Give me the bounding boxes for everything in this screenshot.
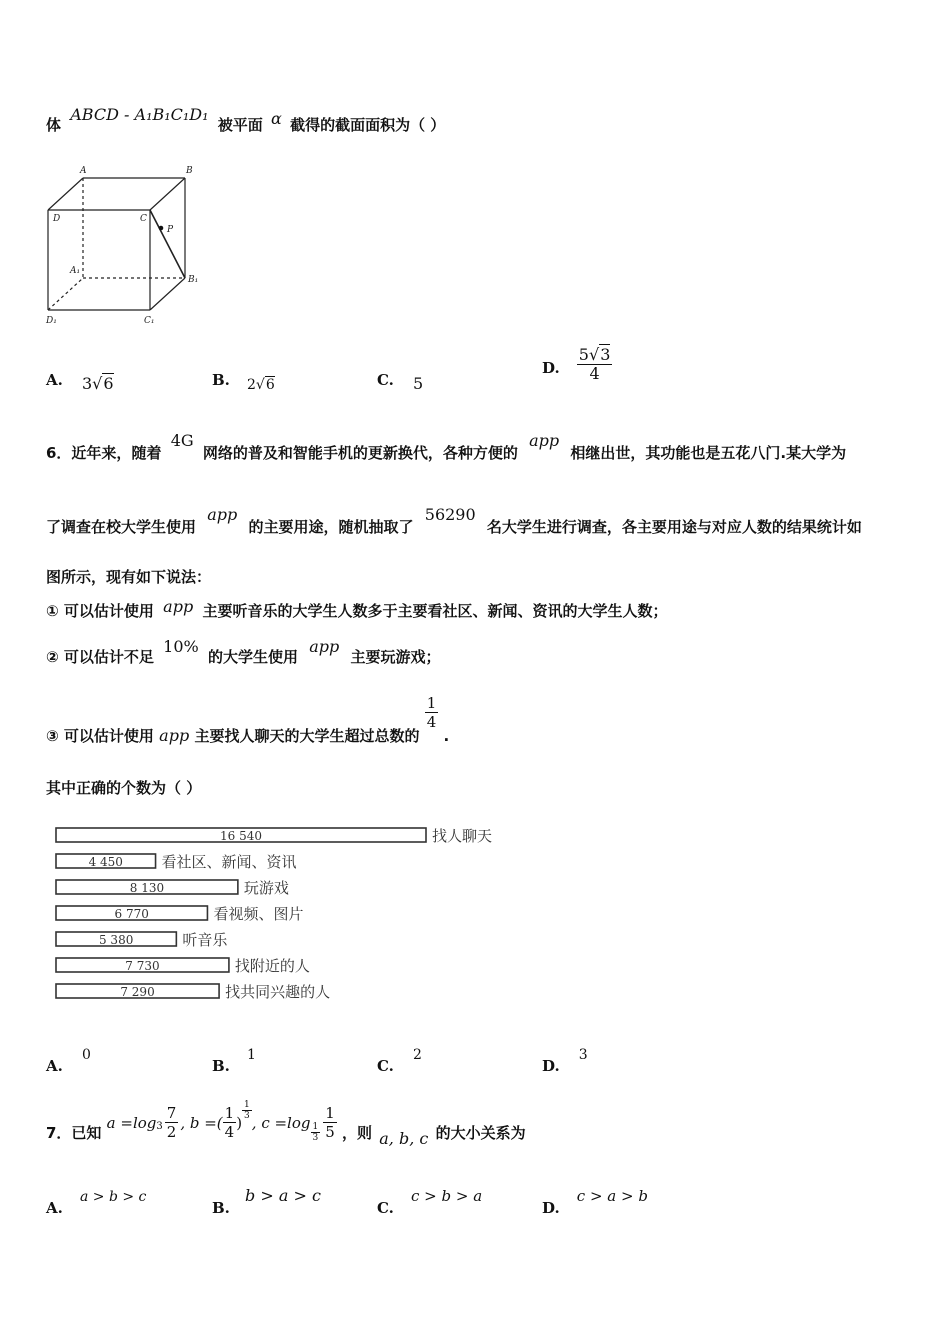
option-value: c > a > b [576,1187,648,1205]
expr-a-lhs: a =log [106,1113,157,1132]
q6-line-1 [46,431,847,463]
option-label: C. [377,371,394,389]
text: 名大学生进行调查，各主要用途与对应人数的结果统计如 [486,518,862,536]
coef: 2 [247,377,256,393]
usage-bar-chart [48,818,518,1018]
option-value: 3√6 [81,374,114,393]
option-value: 2 [413,1047,422,1063]
math-app: app [163,597,194,616]
option-value: c > b > a [411,1187,483,1205]
bar-value-label: 8 130 [129,881,165,895]
numerator: 1 [244,1100,250,1110]
option-value: b > a > c [245,1186,321,1205]
text: 的主要用途，随机抽取了 [248,518,414,536]
bar-value-label: 4 450 [88,855,123,869]
edge-da [48,178,83,210]
math-app: app [309,637,340,656]
math-abc: a, b, c [379,1128,429,1148]
math-4g: 4G [170,431,194,450]
option-value: 3 [578,1047,588,1063]
q6-option-c[interactable] [377,1047,422,1075]
expr-b-close: ) [236,1113,243,1132]
num-coef: 5 [578,345,589,364]
bar-category-label: 看视频、图片 [213,905,304,923]
q7-option-d[interactable] [542,1187,648,1217]
cube-figure [40,160,210,330]
bar-category-label: 看社区、新闻、资讯 [161,853,297,871]
text: 主要听音乐的大学生人数多于主要看社区、新闻、资讯的大学生人数； [202,602,668,620]
option-label: B. [212,1057,230,1075]
text: 的大小关系为 [435,1123,526,1142]
cube-label: C [140,214,147,224]
text: 的大学生使用 [207,648,298,666]
denominator: 3 [312,1133,319,1143]
cube-label: A [80,166,87,176]
q6-line-2 [46,505,862,537]
bar-value-label: 7 730 [125,959,160,973]
q6-statement-3 [46,694,450,745]
q6-option-b[interactable] [212,1047,256,1075]
q6-option-d[interactable] [542,1047,588,1075]
numerator: 1 [312,1122,319,1132]
text: ① 可以估计使用 [46,602,154,620]
denominator: 4 [589,364,600,383]
q5-suffix: 截得的截面面积为（ ） [290,116,446,134]
q6-question: 其中正确的个数为（ ） [46,779,202,797]
option-value-fraction: $\frac{5√3}{4}$ [578,345,611,383]
edge-cb [150,178,185,210]
coef: 3 [81,374,93,393]
text: 相继出世，其功能也是五花八门.某大学为 [570,444,847,462]
q5-alpha: α [271,109,282,128]
q5-option-b[interactable] [212,370,275,393]
q6-line-3: 图所示，现有如下说法： [46,568,212,586]
text: ，则 [342,1123,373,1142]
q7-stem [46,1100,526,1148]
cube-label: D₁ [46,316,57,326]
expr-c-lhs: , c =log [251,1113,311,1132]
denominator: 5 [325,1123,335,1141]
bar-category-label: 找共同兴趣的人 [225,983,331,1001]
denominator: 2 [166,1123,177,1141]
q5-prefix: 体 [46,116,62,134]
q5-solid-math: ABCD - A₁B₁C₁D₁ [70,105,209,124]
bar-value-label: 7 290 [120,985,155,999]
text: 了调查在校大学生使用 [46,518,197,536]
option-value: 2√6 [247,377,275,393]
q6-option-a[interactable] [46,1047,91,1075]
point-p [159,226,164,231]
denominator: 4 [224,1123,235,1141]
cube-label: A₁ [70,266,81,276]
cube-label: B₁ [188,275,199,285]
text: ③ 可以估计使用 [46,727,154,745]
q7-option-b[interactable] [212,1186,321,1217]
option-label: D. [542,1057,560,1075]
expr-a-base: 3 [156,1121,163,1132]
option-label: A. [46,371,63,389]
option-label: C. [377,1199,394,1217]
cube-label: C₁ [144,316,155,326]
radicand: 6 [265,377,275,393]
expr-a-frac [165,1104,179,1141]
option-label: C. [377,1057,394,1075]
q6-statement-2 [46,637,441,667]
bar-category-label: 找附近的人 [234,957,310,975]
numerator: 1 [426,694,437,712]
text: ② 可以估计不足 [46,648,154,666]
math-10pct: 10% [163,637,199,656]
bar-category-label: 听音乐 [182,931,228,949]
expr-b-lhs: , b =( [180,1113,223,1132]
num-radicand: 3 [600,345,611,364]
text: 7．已知 [46,1123,102,1142]
expr-c-frac [323,1104,337,1141]
cube-label: B [186,166,193,176]
option-label: D. [542,359,560,377]
option-label: B. [212,1199,230,1217]
math-app: app [529,431,560,450]
text: 主要玩游戏； [350,648,441,666]
option-value: 5 [413,374,424,393]
q5-mid: 被平面 [217,116,263,134]
q7-option-c[interactable] [377,1187,483,1217]
segment-cb1 [150,210,185,278]
edge-c1b1 [150,278,185,310]
option-label: B. [212,371,230,389]
text: 网络的普及和智能手机的更新换代，各种方便的 [202,444,518,462]
numerator: 1 [325,1104,335,1122]
cube-label: P [167,225,174,235]
denominator: 4 [426,713,437,731]
q5-option-c[interactable] [377,370,424,393]
q7-option-a[interactable] [46,1189,147,1217]
expr-b-frac [223,1104,237,1141]
option-value: 0 [81,1047,91,1063]
edge-d1a1 [48,278,83,310]
denominator: 3 [244,1111,250,1121]
q7-expression [106,1100,337,1143]
radicand: 6 [103,374,114,393]
math-56290: 56290 [424,505,476,524]
q5-stem [46,105,446,135]
option-value: a > b > c [79,1189,147,1205]
math-app: app [207,505,238,524]
bar-category-label: 玩游戏 [243,879,289,897]
option-value: 1 [247,1047,256,1063]
option-label: A. [46,1057,63,1075]
cube-label: D [53,214,61,224]
option-label: A. [46,1199,63,1217]
numerator: 7 [166,1104,177,1122]
bar-value-label: 16 540 [220,829,262,843]
fraction-one-quarter [425,694,439,731]
bar-value-label: 6 770 [114,907,149,921]
bar-category-label: 找人聊天 [432,827,493,845]
text: 6．近年来，随着 [46,444,162,462]
expr-b-exponent [242,1100,252,1121]
expr-c-base [311,1122,321,1143]
numerator: 1 [224,1104,235,1122]
math-app: app [159,726,190,745]
q5-option-d[interactable] [542,346,612,383]
q5-option-a[interactable] [46,370,114,393]
option-label: D. [542,1199,560,1217]
bar-value-label: 5 380 [98,933,134,947]
q6-statement-1 [46,597,668,621]
text: 主要找人聊天的大学生超过总数的 [194,727,420,745]
text: . [443,727,450,745]
